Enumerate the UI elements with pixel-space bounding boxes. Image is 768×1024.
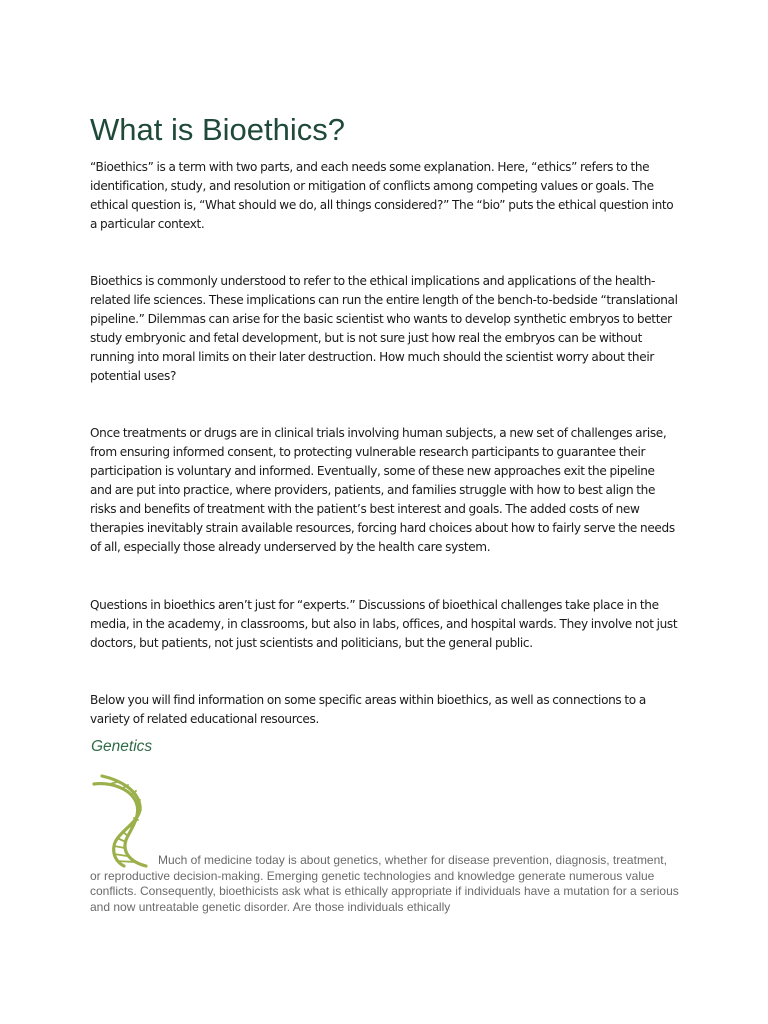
paragraph-clinical-trials: Once treatments or drugs are in clinical trials involving human subjects, a new set of challenges arise, from ensuring informed consent, to protecting vulnerable research participants to guarantee their participation is voluntary and informed. Eventually, some of these new approaches exit the pipeline and are put into practice, where providers, patients, and families struggle with how to best align the risks and benefits of treatment with the patient’s best interest and goals. The added costs of new therapies inevitably strain available resources, forcing hard choices about how to fairly serve the needs of all, especially those already underserved by the health care system. <box>90 426 675 554</box>
page-title: What is Bioethics? <box>90 112 345 147</box>
genetics-heading: Genetics <box>91 738 153 755</box>
paragraph-resources: Below you will find information on some specific areas within bioethics, as well as connections to a variety of related educational resources. <box>90 693 646 726</box>
paragraph-not-just-experts: Questions in bioethics aren’t just for “experts.” Discussions of bioethical challenges take place in the media, in the academy, in classrooms, but also in labs, offices, and hospital wards. They involve not just doctors, but patients, not just scientists and politicians, but the general public. <box>90 598 678 650</box>
genetics-text: Much of medicine today is about genetics, whether for disease prevention, diagnosis, treatment, or reproductive decision-making. Emerging genetic technologies and knowledge generate numerous value conflicts. Consequently, bioethicists ask what is ethically appropriate if individuals have a mutation for a serious and now untreatable genetic disorder. Are those individuals ethically <box>90 853 679 914</box>
paragraph-bioethics-term: “Bioethics” is a term with two parts, and each needs some explanation. Here, “ethics” refers to the identification, study, and resolution or mitigation of conflicts among competing values or goals. The ethical question is, “What should we do, all things considered?” The “bio” puts the ethical question into a particular context. <box>90 160 674 231</box>
paragraph-life-sciences: Bioethics is commonly understood to refer to the ethical implications and applications of the health-related life sciences. These implications can run the entire length of the bench-to-bedside “translational pipeline.” Dilemmas can arise for the basic scientist who wants to develop synthetic embryos to better study embryonic and fetal development, but is not sure just how real the embryos can be without running into moral limits on their later destruction. How much should the scientist worry about their potential uses? <box>90 274 678 383</box>
